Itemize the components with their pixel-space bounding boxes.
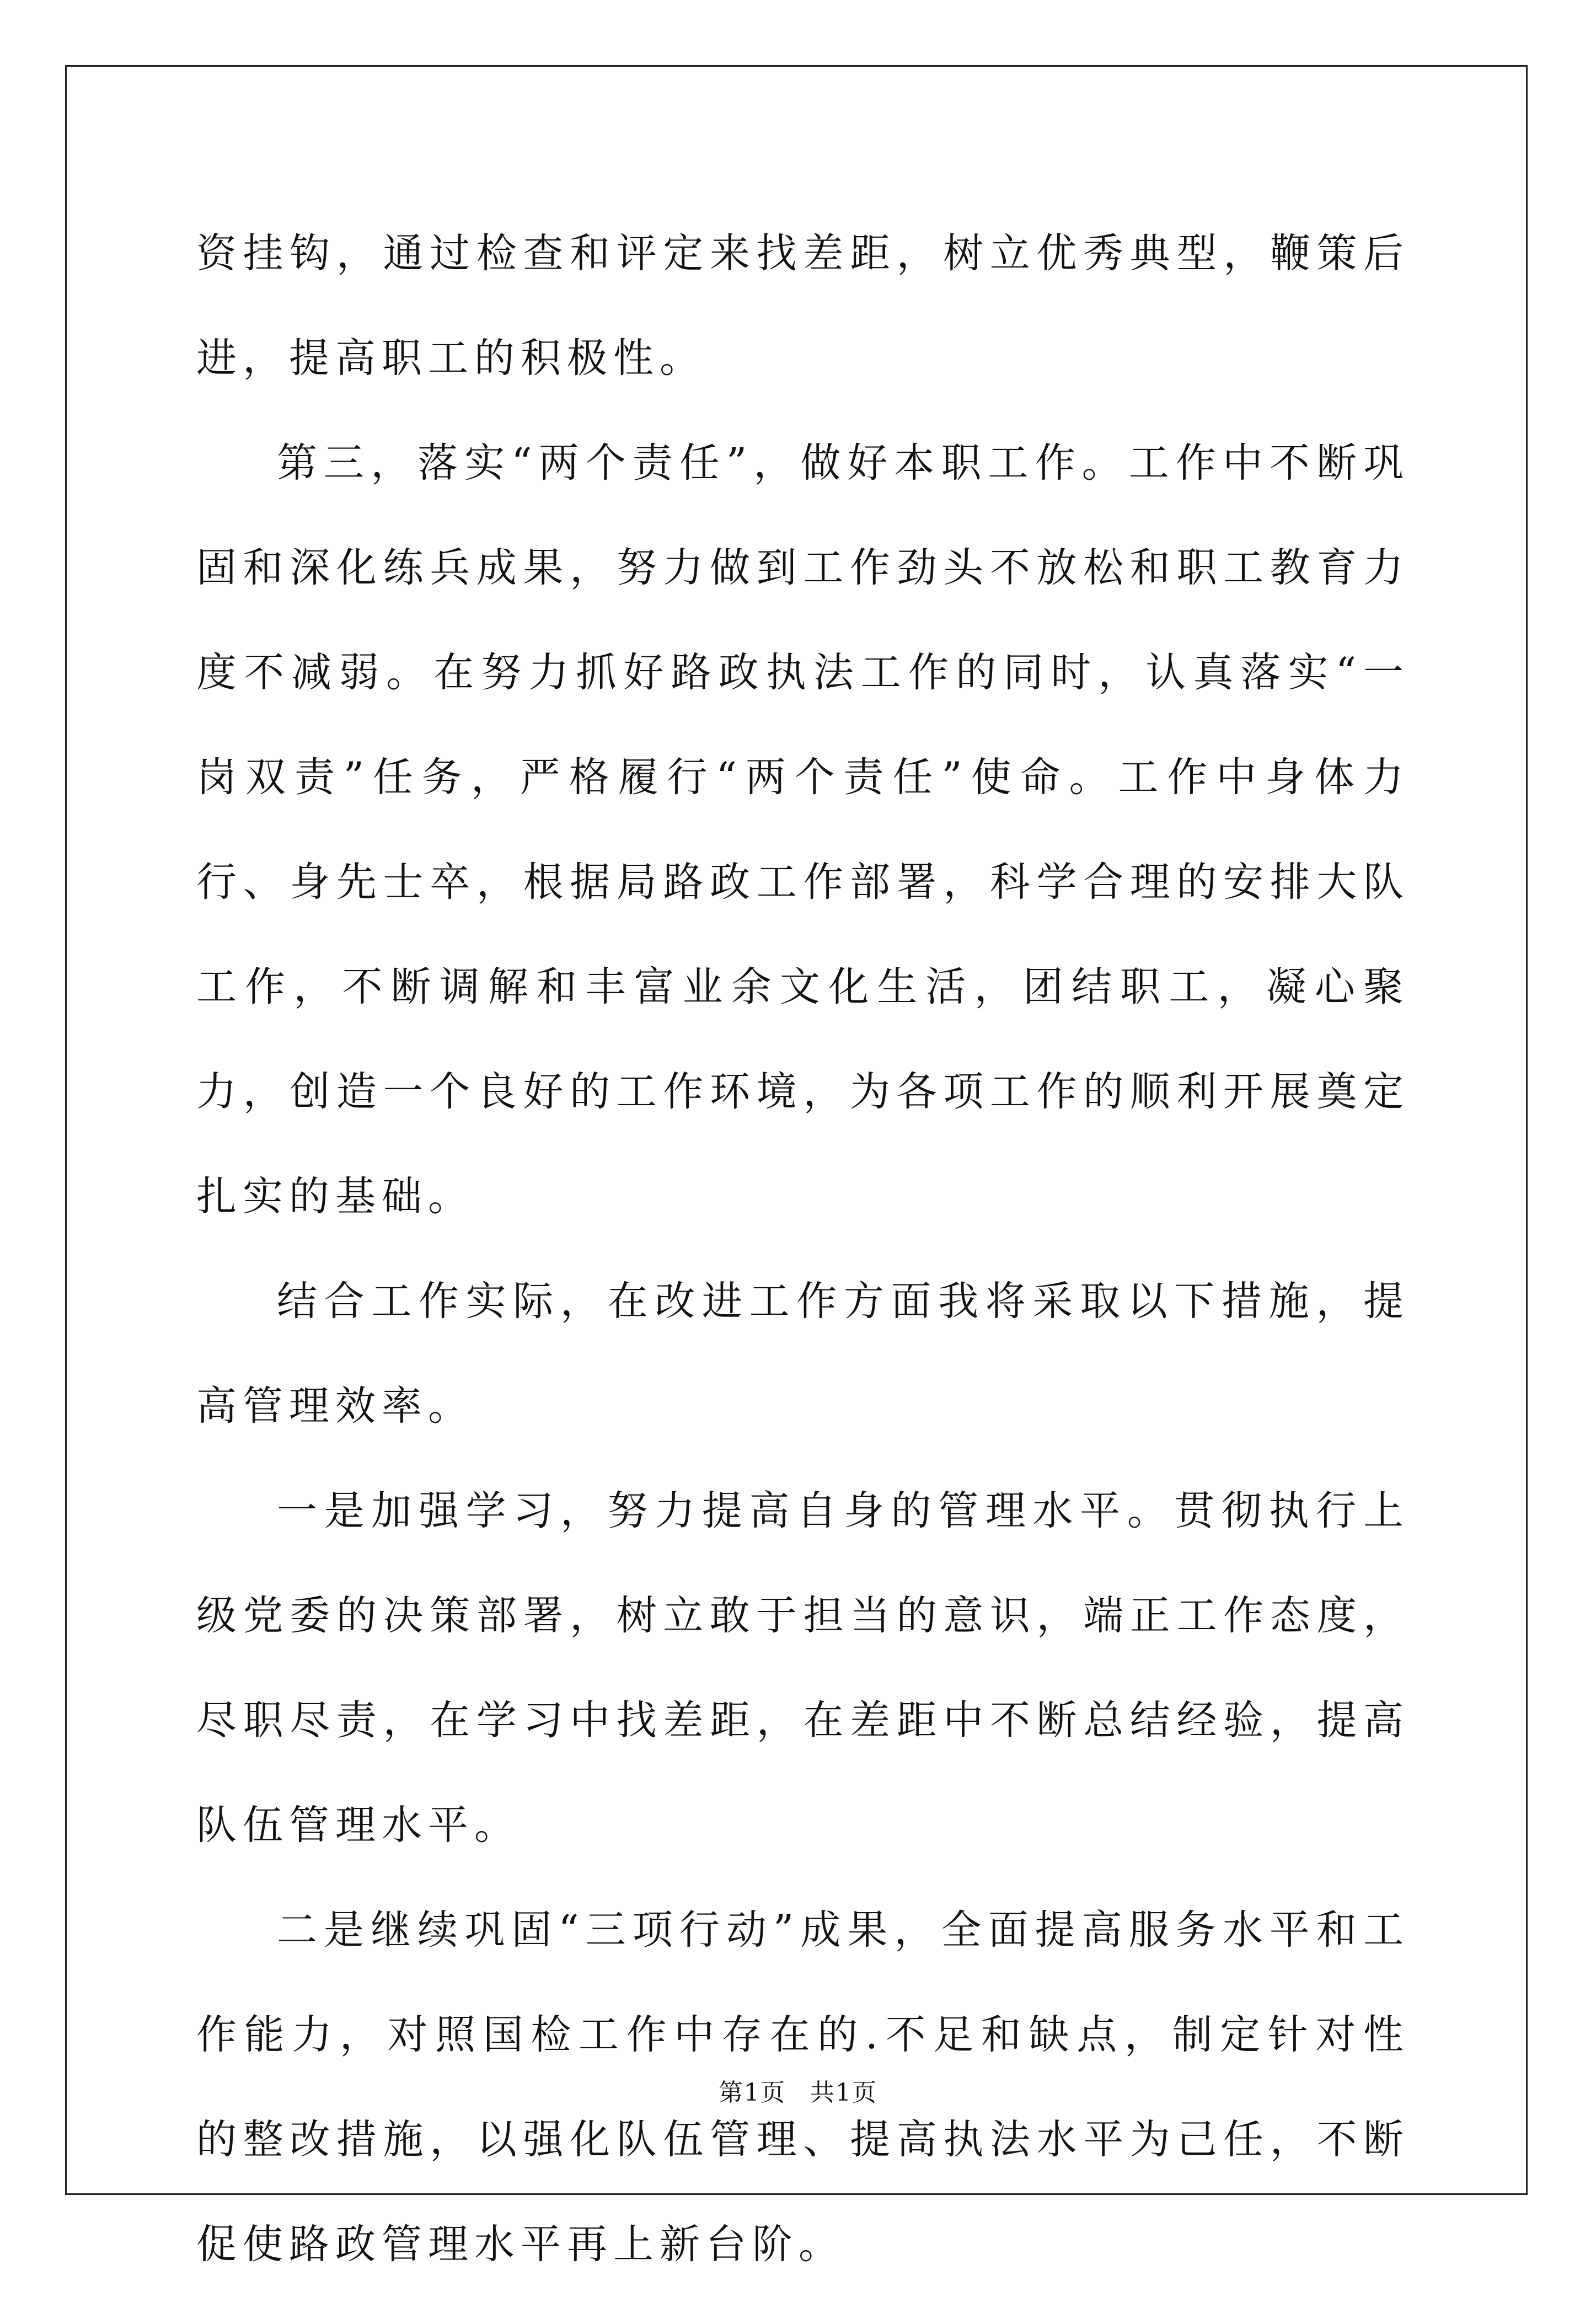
page-total: 共1页 — [810, 2079, 877, 2107]
paragraph-3: 结合工作实际，在改进工作方面我将采取以下措施，提高管理效率。 — [196, 1278, 1410, 1429]
paragraph-5: 二是继续巩固“三项行动”成果，全面提高服务水平和工作能力，对照国检工作中存在的.不足和缺点，制定针对性的整改措施，以强化队伍管理、提高执法水平为己任，不断促使路政管理水平再上新台阶。 — [196, 1907, 1410, 2268]
document-body — [196, 201, 1410, 2297]
paragraph-2: 第三，落实“两个责任”，做好本职工作。工作中不断巩固和深化练兵成果，努力做到工作劲头不放松和职工教育力度不减弱。在努力抓好路政执法工作的同时，认真落实“一岗双责”任务，严格履行“两个责任”使命。工作中身体力行、身先士卒，根据局路政工作部署，科学合理的安排大队工作，不断调解和丰富业余文化生活，团结职工，凝心聚力，创造一个良好的工作环境，为各项工作的顺利开展奠定扎实的基础。 — [196, 440, 1410, 1220]
page-number: 第1页 — [719, 2079, 786, 2107]
paragraph-1: 资挂钩，通过检查和评定来找差距，树立优秀典型，鞭策后进，提高职工的积极性。 — [196, 230, 1410, 382]
paragraph-4: 一是加强学习，努力提高自身的管理水平。贯彻执行上级党委的决策部署，树立敢于担当的意识，端正工作态度，尽职尽责，在学习中找差距，在差距中不断总结经验，提高队伍管理水平。 — [196, 1487, 1410, 1849]
page-footer — [0, 2076, 1596, 2109]
